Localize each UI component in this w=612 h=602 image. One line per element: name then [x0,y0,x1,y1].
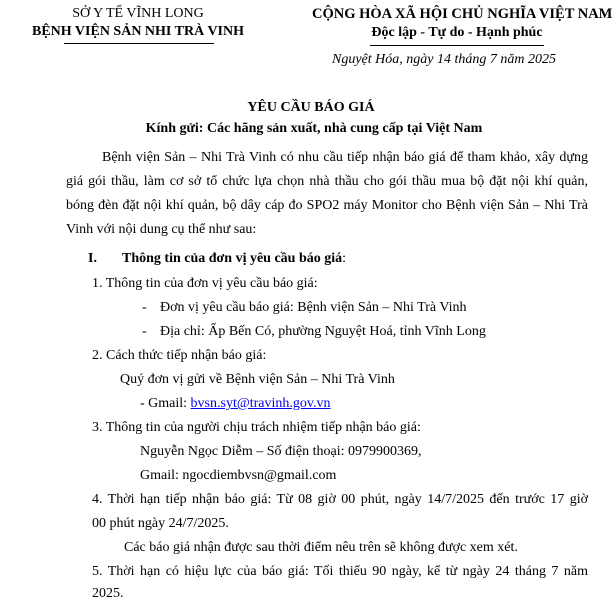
item-4-line2: 00 phút ngày 24/7/2025. [92,516,229,531]
item-2a: Quý đơn vị gửi về Bệnh viện Sản – Nhi Trà Vinh [120,372,395,387]
agency-name: SỞ Y TẾ VĨNH LONG [72,6,204,21]
item-1: 1. Thông tin của đơn vị yêu cầu báo giá: [92,276,318,291]
section-heading-text: Thông tin của đơn vị yêu cầu báo giá [122,251,343,266]
item-2b [140,396,330,412]
item-2: 2. Cách thức tiếp nhận báo giá: [92,348,267,363]
intro-paragraph: Bệnh viện Sản – Nhi Trà Vinh có nhu cầu tiếp nhận báo giá để tham khảo, xây dựng giá gói thầu, làm cơ sở tổ chức lựa chọn nhà thầu cho gói thầu mua bộ đặt nội khí quản, bóng đèn đặt nội khí quản, bộ dây cáp đo SPO2 máy Monitor cho Bệnh viện Sản – Nhi Trà Vinh với nội dung cụ thể như sau: [66,150,588,237]
item-4-line1: 4. Thời hạn tiếp nhận báo giá: Từ 08 giờ 00 phút, ngày 14/7/2025 đến trước 17 giờ [92,492,588,507]
hospital-email-link[interactable]: bvsn.syt@travinh.gov.vn [190,396,331,411]
recipient-line: Kính gửi: Các hãng sản xuất, nhà cung cấp tại Việt Nam [145,121,483,136]
section-roman: I. [88,251,97,266]
hospital-name-underline [64,43,214,44]
item-3: 3. Thông tin của người chịu trách nhiệm tiếp nhận báo giá: [92,420,421,435]
national-motto: Độc lập - Tự do - Hạnh phúc [371,25,543,40]
hospital-name: BỆNH VIỆN SẢN NHI TRÀ VINH [32,24,244,39]
item-1a: Đơn vị yêu cầu báo giá: Bệnh viện Sản – Nhi Trà Vinh [160,300,467,315]
document-title: YÊU CẦU BÁO GIÁ [247,100,375,115]
item-1b: Địa chỉ: Ấp Bến Có, phường Nguyệt Hoá, tỉnh Vĩnh Long [160,324,486,339]
section-heading-colon: : [342,251,347,266]
item-4-note: Các báo giá nhận được sau thời điểm nêu trên sẽ không được xem xét. [124,540,518,555]
motto-underline [370,45,544,46]
national-title: CỘNG HÒA XÃ HỘI CHỦ NGHĨA VIỆT NAM [312,6,612,22]
item-5-line1: 5. Thời hạn có hiệu lực của báo giá: Tối thiểu 90 ngày, kể từ ngày 24 tháng 7 năm [92,564,588,579]
gmail-label: - Gmail: [140,396,191,411]
item-1a-dash: - [142,300,147,315]
section-heading [122,251,346,267]
item-5-line2: 2025. [92,586,124,601]
item-3b: Gmail: ngocdiembvsn@gmail.com [140,468,337,483]
item-3a: Nguyễn Ngọc Diễm – Số điện thoại: 0979900369, [140,444,422,459]
date-line: Nguyệt Hóa, ngày 14 tháng 7 năm 2025 [332,52,556,67]
item-1b-dash: - [142,324,147,339]
